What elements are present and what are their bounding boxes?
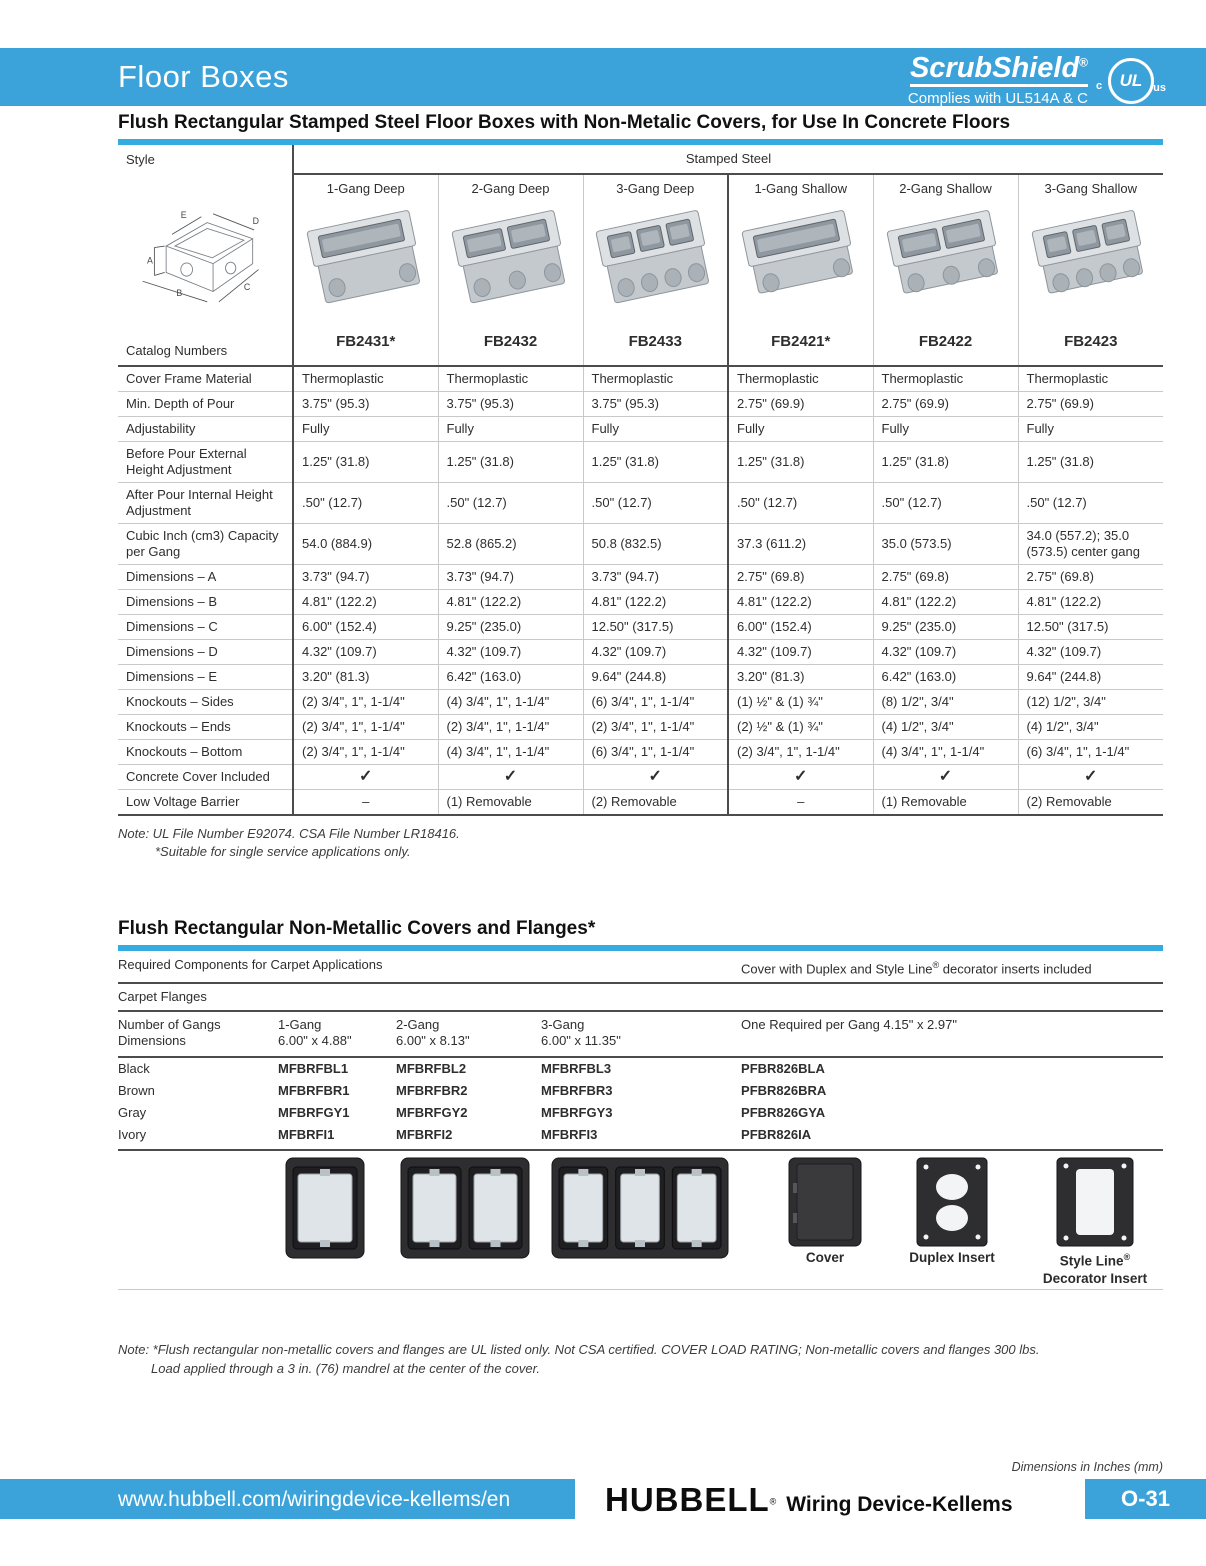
spec-cell: (2) ½" & (1) ¾": [728, 715, 873, 740]
spec-cell: 35.0 (573.5): [873, 524, 1018, 565]
spec-row-label: Cubic Inch (cm3) Capacity per Gang: [118, 524, 293, 565]
spec-cell: 4.81" (122.2): [728, 590, 873, 615]
product-image-row: [118, 203, 1163, 321]
color-label: Ivory: [118, 1124, 278, 1150]
gang-header-spacer: [118, 174, 293, 203]
spec-row-label: Before Pour External Height Adjustment: [118, 442, 293, 483]
spec-cell: (4) 1/2", 3/4": [1018, 715, 1163, 740]
spec-cell: .50" (12.7): [873, 483, 1018, 524]
spec-row: [118, 565, 1163, 590]
spec-cell: 4.32" (109.7): [873, 640, 1018, 665]
floor-box-photo-1gang-deep: [293, 203, 438, 321]
section2-notes: [118, 1340, 1163, 1378]
spec-cell: Thermoplastic: [728, 366, 873, 392]
spec-row: [118, 483, 1163, 524]
spec-row: [118, 665, 1163, 690]
column-header: 2-Gang Deep: [438, 174, 583, 203]
catalog-code: PFBR826BRA: [741, 1083, 827, 1099]
section2-heading: Flush Rectangular Non-Metallic Covers and Flanges*: [118, 918, 596, 939]
spec-row-label: Concrete Cover Included: [118, 765, 293, 790]
spec-cell: .50" (12.7): [438, 483, 583, 524]
spec-cell: Thermoplastic: [293, 366, 438, 392]
spec-cell: Fully: [293, 417, 438, 442]
svg-text:D: D: [252, 216, 260, 227]
spec-row: [118, 590, 1163, 615]
gang-header-row: [118, 174, 1163, 203]
floor-box-photo-3gang-shallow: [1018, 203, 1163, 321]
duplex-insert-photo: [916, 1157, 988, 1252]
catalog-code: MFBRFI3: [541, 1124, 741, 1150]
spec-cell: .50" (12.7): [583, 483, 728, 524]
spec-cell: 3.75" (95.3): [438, 392, 583, 417]
spec-cell: ✓: [583, 765, 728, 790]
page-title: Floor Boxes: [118, 59, 289, 94]
gangs-dimensions-label: Number of Gangs Dimensions: [118, 1011, 278, 1057]
spec-row-label: Min. Depth of Pour: [118, 392, 293, 417]
color-table-body: [118, 1057, 1163, 1150]
spec-cell: (2) 3/4", 1", 1-1/4": [728, 740, 873, 765]
gang-size-header-row: [118, 1011, 1163, 1057]
spec-cell: (6) 3/4", 1", 1-1/4": [1018, 740, 1163, 765]
spec-cell: 1.25" (31.8): [293, 442, 438, 483]
spec-cell: (1) ½" & (1) ¾": [728, 690, 873, 715]
color-label: Black: [118, 1061, 150, 1077]
spec-cell: (4) 1/2", 3/4": [873, 715, 1018, 740]
spec-row: [118, 690, 1163, 715]
note-line: *Suitable for single service applications only.: [155, 844, 411, 859]
decorator-insert-photo: [1056, 1157, 1134, 1252]
color-row: [118, 1102, 1163, 1124]
header-bar: [0, 48, 1206, 106]
spec-cell: 4.81" (122.2): [1018, 590, 1163, 615]
stamped-steel-group-header: Stamped Steel: [293, 145, 1163, 174]
spec-row: [118, 524, 1163, 565]
spec-row-label: Dimensions – A: [118, 565, 293, 590]
spec-cell: .50" (12.7): [728, 483, 873, 524]
spec-cell: 4.81" (122.2): [583, 590, 728, 615]
spec-cell: 4.32" (109.7): [728, 640, 873, 665]
catalog-code: MFBRFBL2: [396, 1061, 467, 1077]
spec-row: [118, 715, 1163, 740]
spec-cell: 3.73" (94.7): [438, 565, 583, 590]
column-header: 3-Gang Shallow: [1018, 174, 1163, 203]
catalog-code: PFBR826BLA: [741, 1061, 825, 1077]
registered-mark-icon: ®: [1123, 1252, 1131, 1263]
spec-cell: Fully: [438, 417, 583, 442]
style-diagram: [118, 203, 293, 321]
registered-mark-icon: ®: [1079, 55, 1088, 70]
gang-col-header: 2-Gang 6.00" x 8.13": [396, 1011, 541, 1057]
spec-row-label: Dimensions – D: [118, 640, 293, 665]
spec-cell: (12) 1/2", 3/4": [1018, 690, 1163, 715]
spec-cell: 9.64" (244.8): [583, 665, 728, 690]
duplex-insert-caption: Duplex Insert: [909, 1250, 995, 1266]
spec-cell: 6.00" (152.4): [728, 615, 873, 640]
section2-rule: [118, 945, 1163, 951]
spec-cell: .50" (12.7): [1018, 483, 1163, 524]
flange-photo-2gang: [400, 1157, 530, 1264]
spec-cell: 1.25" (31.8): [728, 442, 873, 483]
spec-cell: 37.3 (611.2): [728, 524, 873, 565]
spec-row: [118, 442, 1163, 483]
footer-blue-left: [0, 1479, 575, 1519]
spec-cell: 3.73" (94.7): [293, 565, 438, 590]
spec-cell: Thermoplastic: [1018, 366, 1163, 392]
spec-cell: Fully: [1018, 417, 1163, 442]
spec-cell: 2.75" (69.8): [1018, 565, 1163, 590]
catalog-code: MFBRFGY2: [396, 1105, 468, 1121]
spec-cell: 50.8 (832.5): [583, 524, 728, 565]
spec-cell: ✓: [873, 765, 1018, 790]
spec-row: [118, 790, 1163, 816]
spec-cell: 2.75" (69.9): [728, 392, 873, 417]
spec-cell: 2.75" (69.8): [728, 565, 873, 590]
footer-bar: [0, 1479, 1206, 1519]
floor-box-photo-3gang-deep: [583, 203, 728, 321]
spec-cell: 3.20" (81.3): [293, 665, 438, 690]
column-header: 1-Gang Shallow: [728, 174, 873, 203]
spec-cell: 4.32" (109.7): [293, 640, 438, 665]
spec-cell: ✓: [438, 765, 583, 790]
cover-caption: Cover: [805, 1250, 845, 1266]
catalog-code: MFBRFGY1: [278, 1105, 350, 1121]
spec-row: [118, 765, 1163, 790]
catalog-code: MFBRFBR3: [541, 1083, 613, 1099]
spec-cell: 6.00" (152.4): [293, 615, 438, 640]
floor-box-photo-2gang-shallow: [873, 203, 1018, 321]
catalog-code: PFBR826GYA: [741, 1105, 826, 1121]
spec-cell: (2) 3/4", 1", 1-1/4": [293, 740, 438, 765]
catalog-code: PFBR826IA: [741, 1124, 1163, 1150]
spec-cell: (6) 3/4", 1", 1-1/4": [583, 740, 728, 765]
catalog-number: FB2432: [438, 321, 583, 366]
covers-flanges-section: [118, 918, 1163, 1378]
catalog-number: FB2421*: [728, 321, 873, 366]
spec-cell: 4.81" (122.2): [873, 590, 1018, 615]
catalog-code: MFBRFBL3: [541, 1061, 612, 1077]
carpet-flanges-label: Carpet Flanges: [118, 983, 1163, 1011]
spec-cell: 1.25" (31.8): [583, 442, 728, 483]
spec-cell: Thermoplastic: [438, 366, 583, 392]
ul-us-label: us: [1153, 82, 1166, 94]
spec-cell: Thermoplastic: [873, 366, 1018, 392]
spec-cell: 2.75" (69.9): [1018, 392, 1163, 417]
catalog-code: MFBRFBR1: [278, 1083, 350, 1099]
column-header: 1-Gang Deep: [293, 174, 438, 203]
note-line: Note: UL File Number E92074. CSA File Number LR18416.: [118, 826, 460, 841]
spec-cell: 6.42" (163.0): [438, 665, 583, 690]
spec-cell: 34.0 (557.2); 35.0 (573.5) center gang: [1018, 524, 1163, 565]
spec-cell: 3.73" (94.7): [583, 565, 728, 590]
svg-text:A: A: [147, 255, 153, 266]
catalog-number: FB2423: [1018, 321, 1163, 366]
spec-cell: (4) 3/4", 1", 1-1/4": [873, 740, 1018, 765]
catalog-number: FB2431*: [293, 321, 438, 366]
note-line: Load applied through a 3 in. (76) mandrel at the center of the cover.: [151, 1361, 541, 1377]
gang-col-header: 1-Gang 6.00" x 4.88": [278, 1011, 396, 1057]
catalog-number: FB2433: [583, 321, 728, 366]
spec-cell: 6.42" (163.0): [873, 665, 1018, 690]
spec-table-body: [118, 366, 1163, 815]
spec-row-label: Knockouts – Sides: [118, 690, 293, 715]
color-label: Gray: [118, 1105, 147, 1121]
color-row: [118, 1124, 1163, 1150]
covers-header-row: [118, 952, 1163, 983]
spec-cell: 4.81" (122.2): [438, 590, 583, 615]
cover-photo: [788, 1157, 862, 1252]
spec-row-label: Dimensions – E: [118, 665, 293, 690]
spec-row: [118, 392, 1163, 417]
spec-cell: .50" (12.7): [293, 483, 438, 524]
spec-cell: (2) 3/4", 1", 1-1/4": [293, 715, 438, 740]
spec-cell: (1) Removable: [873, 790, 1018, 816]
floor-box-spec-table: [118, 145, 1163, 816]
catalog-number-row: [118, 321, 1163, 366]
spec-cell: (4) 3/4", 1", 1-1/4": [438, 690, 583, 715]
catalog-numbers-label: Catalog Numbers: [118, 321, 293, 366]
spec-row-label: Low Voltage Barrier: [118, 790, 293, 816]
style-label: Style: [126, 151, 155, 167]
spec-row-label: After Pour Internal Height Adjustment: [118, 483, 293, 524]
spec-row-label: Cover Frame Material: [126, 371, 252, 386]
floor-box-dimension-diagram-icon: [125, 205, 285, 315]
flange-photo-3gang: [551, 1157, 729, 1264]
footer-url-link[interactable]: www.hubbell.com/wiringdevice-kellems/en: [118, 1488, 511, 1511]
spec-cell: 3.75" (95.3): [293, 392, 438, 417]
spec-row-label: Dimensions – B: [118, 590, 293, 615]
spec-row-label: Knockouts – Ends: [118, 715, 293, 740]
decorator-insert-caption: Style Line® Decorator Insert: [1042, 1252, 1148, 1286]
spec-cell: (2) 3/4", 1", 1-1/4": [438, 715, 583, 740]
spec-cell: 2.75" (69.9): [873, 392, 1018, 417]
spec-cell: 4.81" (122.2): [293, 590, 438, 615]
spec-cell: (1) Removable: [438, 790, 583, 816]
spec-cell: (2) 3/4", 1", 1-1/4": [583, 715, 728, 740]
spec-row: [118, 640, 1163, 665]
spec-cell: 9.25" (235.0): [873, 615, 1018, 640]
color-row: [118, 1080, 1163, 1102]
section1-heading: Flush Rectangular Stamped Steel Floor Boxes with Non-Metalic Covers, for Use In Concrete Floors: [118, 112, 1011, 133]
ul-c-label: c: [1096, 80, 1103, 92]
spec-cell: 12.50" (317.5): [1018, 615, 1163, 640]
spec-cell: ✓: [728, 765, 873, 790]
cover-inserts-header: Cover with Duplex and Style Line® decorator inserts included: [741, 952, 1163, 983]
scrubshield-brand: [908, 54, 1088, 107]
registered-mark-icon: ®: [932, 960, 940, 970]
registered-mark-icon: ®: [769, 1496, 777, 1507]
spec-cell: (2) Removable: [1018, 790, 1163, 816]
covers-image-row: [118, 1153, 1163, 1290]
hubbell-logo: HUBBELL® Wiring Device-Kellems: [605, 1481, 1013, 1518]
spec-cell: (4) 3/4", 1", 1-1/4": [438, 740, 583, 765]
svg-text:B: B: [176, 287, 183, 298]
spec-row: [118, 366, 1163, 392]
spec-cell: Fully: [873, 417, 1018, 442]
spec-cell: 3.75" (95.3): [583, 392, 728, 417]
color-label: Brown: [118, 1083, 155, 1099]
stamped-steel-section: [118, 112, 1163, 861]
spec-cell: 3.20" (81.3): [728, 665, 873, 690]
catalog-code: MFBRFI2: [396, 1124, 541, 1150]
spec-cell: –: [293, 790, 438, 816]
column-header: 3-Gang Deep: [583, 174, 728, 203]
covers-flanges-table: [118, 952, 1163, 1151]
spec-cell: ✓: [1018, 765, 1163, 790]
catalog-code: MFBRFBR2: [396, 1083, 468, 1099]
gang-col-header: 3-Gang 6.00" x 11.35": [541, 1011, 741, 1057]
spec-cell: 1.25" (31.8): [1018, 442, 1163, 483]
ul-compliance-text: Complies with UL514A & C: [907, 90, 1088, 107]
floor-box-photo-2gang-deep: [438, 203, 583, 321]
section1-notes: [118, 825, 1163, 861]
ul-certification-logo: [1094, 58, 1166, 104]
style-header-row: [118, 145, 1163, 174]
spec-cell: Thermoplastic: [583, 366, 728, 392]
spec-cell: 54.0 (884.9): [293, 524, 438, 565]
catalog-code: MFBRFGY3: [541, 1105, 613, 1121]
spec-cell: 9.64" (244.8): [1018, 665, 1163, 690]
page-number-badge: O-31: [1085, 1479, 1206, 1519]
spec-row: [118, 417, 1163, 442]
spec-cell: (2) 3/4", 1", 1-1/4": [293, 690, 438, 715]
spec-cell: Fully: [728, 417, 873, 442]
catalog-code: MFBRFBL1: [278, 1061, 349, 1077]
spec-cell: 2.75" (69.8): [873, 565, 1018, 590]
spec-row-label: Dimensions – C: [118, 615, 293, 640]
spec-cell: 12.50" (317.5): [583, 615, 728, 640]
spec-row-label: Knockouts – Bottom: [118, 740, 293, 765]
svg-text:C: C: [243, 282, 251, 293]
spec-cell: 9.25" (235.0): [438, 615, 583, 640]
carpet-applications-header: Required Components for Carpet Applications: [118, 952, 741, 983]
spec-cell: 1.25" (31.8): [873, 442, 1018, 483]
spec-cell: –: [728, 790, 873, 816]
spec-cell: ✓: [293, 765, 438, 790]
column-header: 2-Gang Shallow: [873, 174, 1018, 203]
catalog-number: FB2422: [873, 321, 1018, 366]
spec-cell: 4.32" (109.7): [1018, 640, 1163, 665]
spec-cell: (8) 1/2", 3/4": [873, 690, 1018, 715]
spec-row: [118, 740, 1163, 765]
catalog-code: MFBRFI1: [278, 1124, 396, 1150]
flange-photo-1gang: [285, 1157, 365, 1264]
spec-cell: 4.32" (109.7): [583, 640, 728, 665]
ul-circle-icon: UL: [1108, 58, 1154, 104]
spec-row: [118, 615, 1163, 640]
carpet-flanges-row: [118, 983, 1163, 1011]
note-line: Note: *Flush rectangular non-metallic covers and flanges are UL listed only. Not CSA certified. COVER LOAD RATING; Non-metallic covers and flanges 300 lbs.: [118, 1342, 1040, 1358]
spec-cell: (6) 3/4", 1", 1-1/4": [583, 690, 728, 715]
spec-row-label: Adjustability: [118, 417, 293, 442]
spec-cell: (2) Removable: [583, 790, 728, 816]
scrubshield-logo: ScrubShield®: [910, 54, 1088, 87]
floor-box-photo-1gang-shallow: [728, 203, 873, 321]
color-row: [118, 1057, 1163, 1080]
spec-cell: Fully: [583, 417, 728, 442]
spec-cell: 1.25" (31.8): [438, 442, 583, 483]
spec-cell: 4.32" (109.7): [438, 640, 583, 665]
svg-text:E: E: [180, 210, 187, 221]
spec-cell: 52.8 (865.2): [438, 524, 583, 565]
per-gang-requirement: One Required per Gang 4.15" x 2.97": [741, 1011, 1163, 1057]
dimensions-note: Dimensions in Inches (mm): [1011, 1460, 1163, 1474]
